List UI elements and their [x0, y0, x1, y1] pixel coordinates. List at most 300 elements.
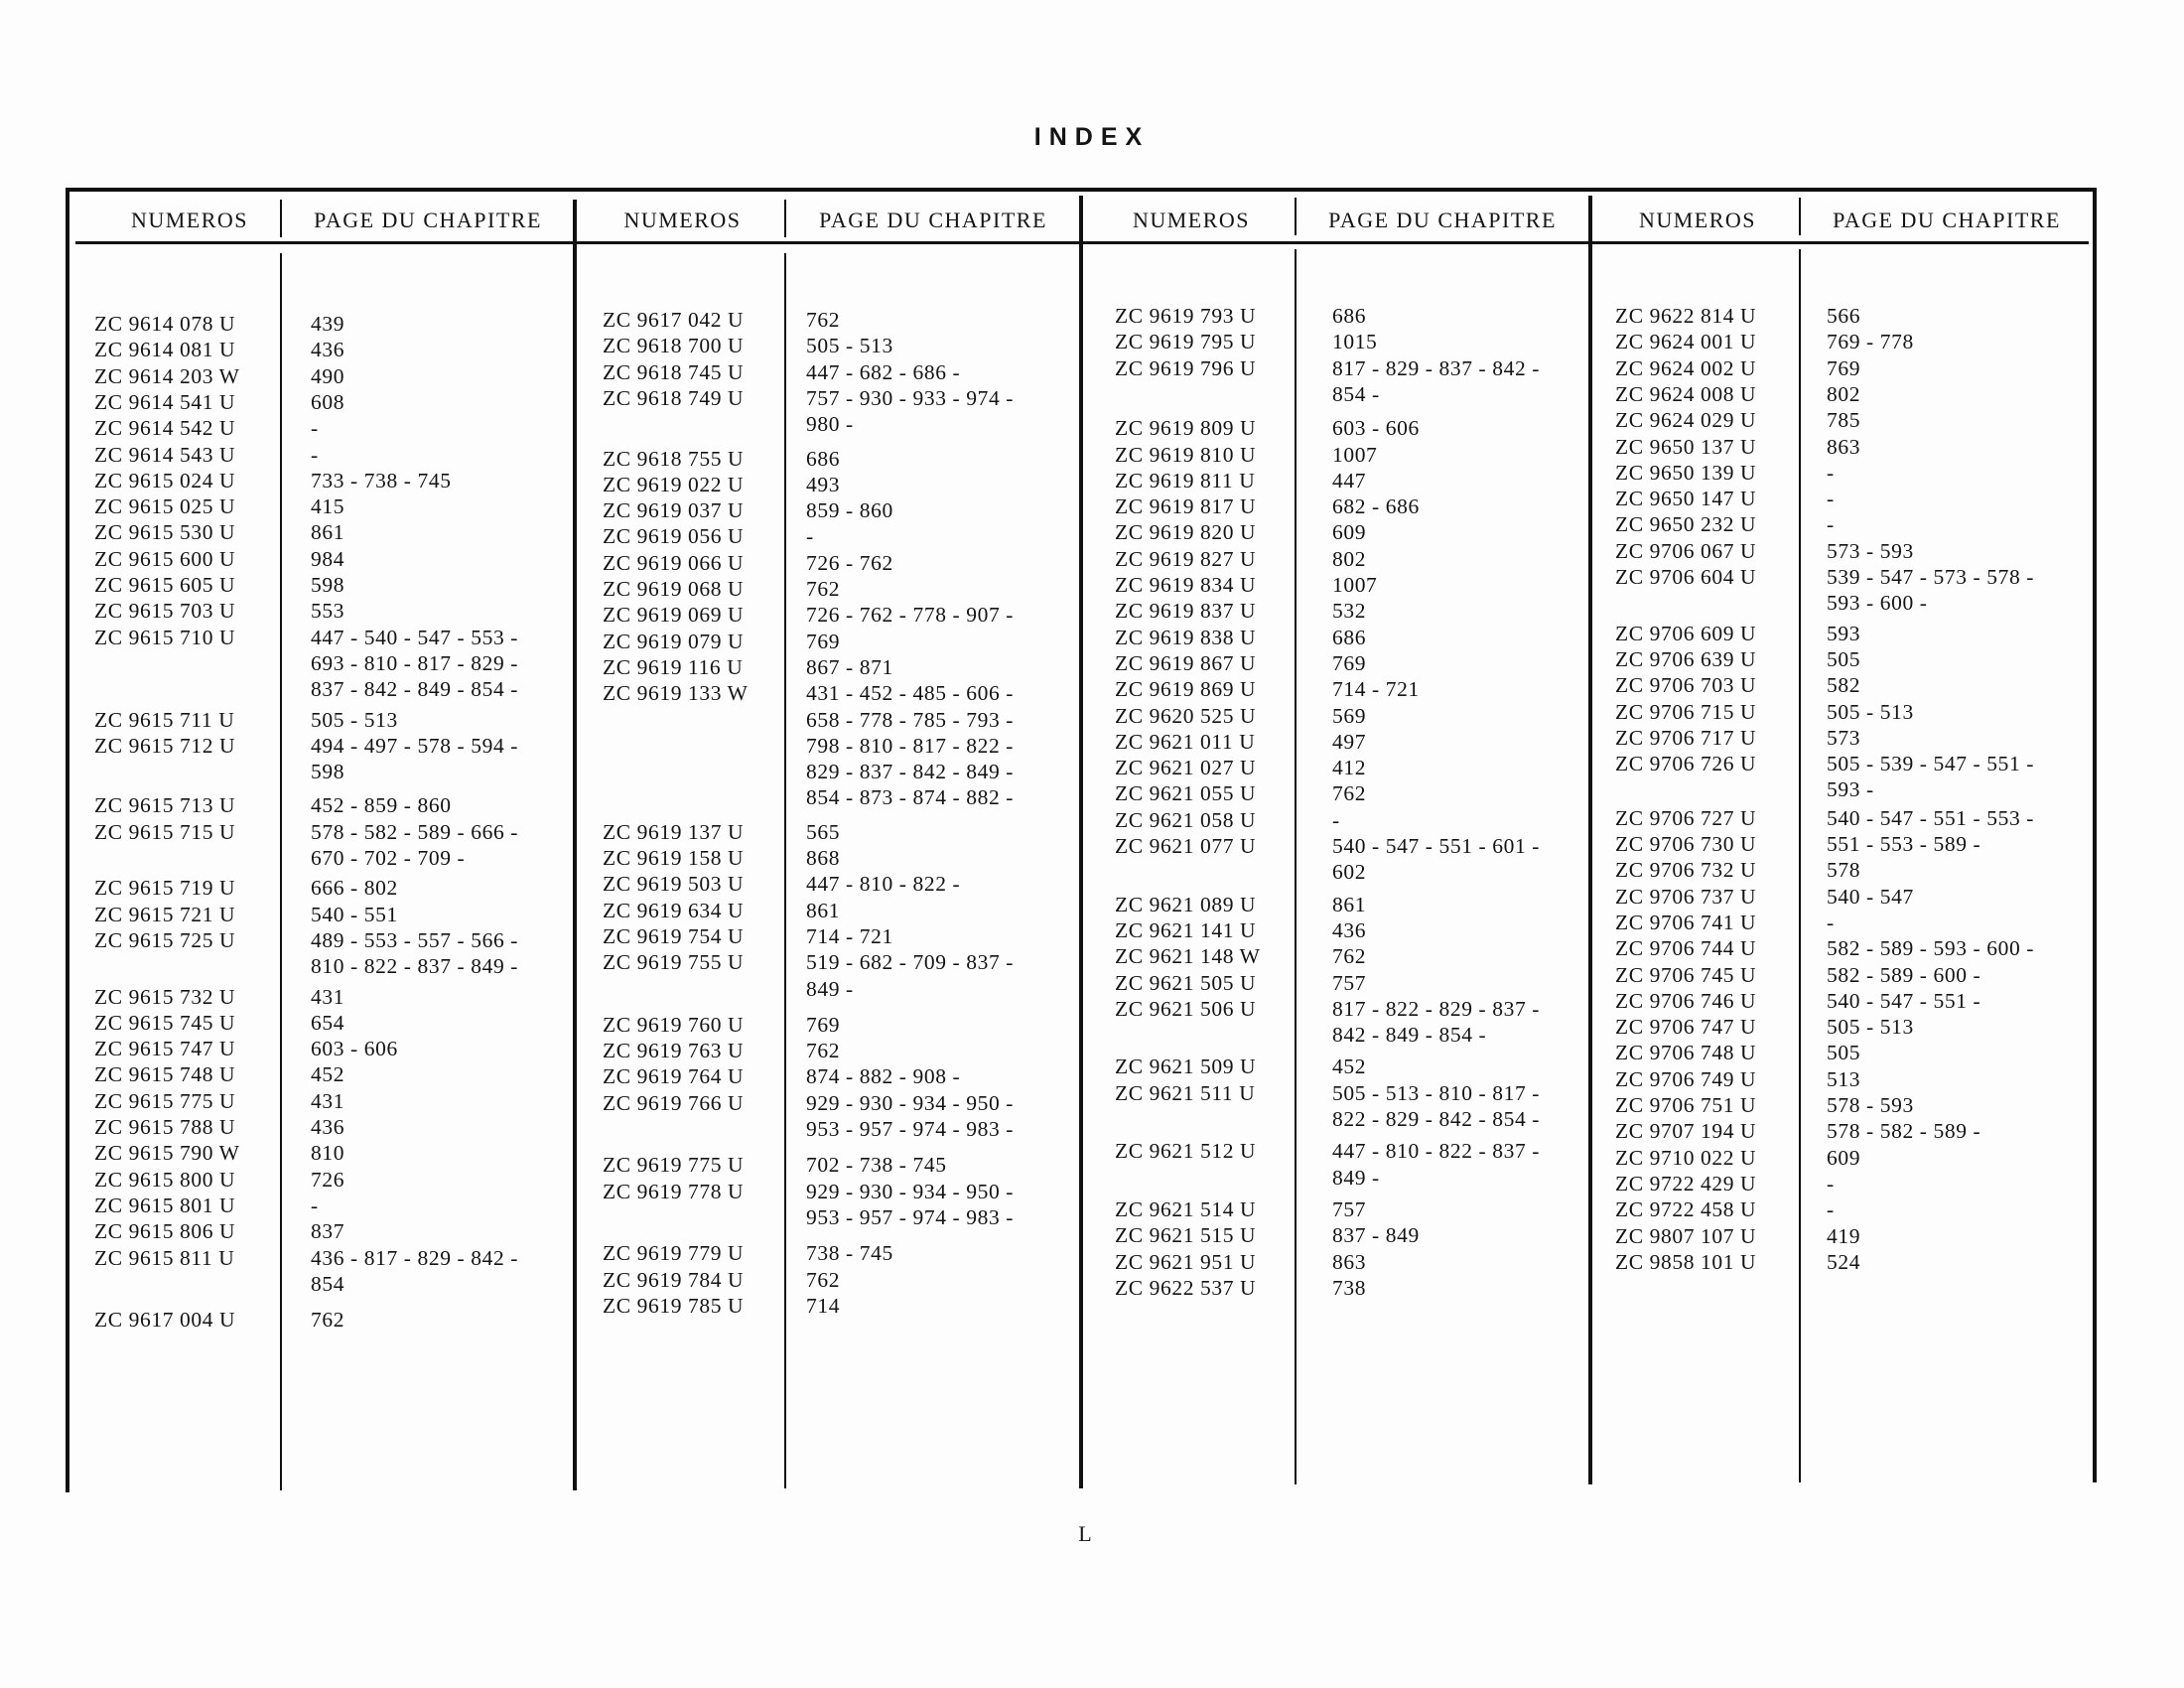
chapter-pages: 540 - 547 - 551 -: [1827, 988, 1981, 1013]
part-number: ZC 9618 749 U: [603, 385, 745, 410]
chapter-pages: 861: [806, 898, 841, 922]
part-number: ZC 9722 458 U: [1615, 1197, 1757, 1222]
chapter-pages: 929 - 930 - 934 - 950 -: [806, 1179, 1015, 1203]
chapter-pages: 569: [1332, 703, 1367, 728]
part-number: ZC 9621 512 U: [1115, 1139, 1257, 1164]
part-number: ZC 9614 203 W: [94, 363, 240, 388]
part-number: ZC 9621 515 U: [1115, 1223, 1257, 1248]
table-top-border: [66, 188, 2097, 192]
chapter-pages: 849 -: [1332, 1165, 1380, 1190]
part-number: ZC 9614 081 U: [94, 338, 236, 362]
column-header-page-du-chapitre: PAGE DU CHAPITRE: [819, 208, 1047, 232]
part-number: ZC 9619 503 U: [603, 872, 745, 897]
chapter-pages: 447: [1332, 468, 1367, 492]
col-divider: [1295, 198, 1297, 235]
part-number: ZC 9619 809 U: [1115, 416, 1257, 441]
part-number: ZC 9619 811 U: [1115, 468, 1256, 492]
part-number: ZC 9621 055 U: [1115, 781, 1257, 806]
part-number: ZC 9706 717 U: [1615, 725, 1757, 750]
chapter-pages: 726 - 762 - 778 - 907 -: [806, 603, 1015, 628]
chapter-pages: 505: [1827, 646, 1861, 671]
chapter-pages: 984: [311, 546, 345, 571]
chapter-pages: 714 - 721: [1332, 677, 1420, 702]
part-number: ZC 9619 778 U: [603, 1179, 745, 1203]
part-number: ZC 9619 137 U: [603, 819, 745, 844]
part-number: ZC 9615 790 W: [94, 1141, 240, 1166]
chapter-pages: 513: [1827, 1066, 1861, 1091]
column-header-numeros: NUMEROS: [623, 208, 742, 232]
column-header-page-du-chapitre: PAGE DU CHAPITRE: [1833, 208, 2061, 232]
chapter-pages: 553: [311, 599, 345, 624]
chapter-pages: 582 - 589 - 600 -: [1827, 962, 1981, 987]
chapter-pages: 769 - 778: [1827, 330, 1914, 354]
chapter-pages: 540 - 547: [1827, 884, 1914, 909]
part-number: ZC 9706 730 U: [1615, 832, 1757, 856]
part-number: ZC 9615 801 U: [94, 1193, 236, 1217]
chapter-pages: 837 - 849: [1332, 1223, 1420, 1248]
col-divider: [1295, 249, 1297, 1484]
chapter-pages: 762: [806, 577, 841, 601]
group-divider: [1588, 196, 1592, 1484]
chapter-pages: 762: [806, 308, 841, 332]
chapter-pages: 489 - 553 - 557 - 566 -: [311, 927, 519, 952]
part-number: ZC 9619 764 U: [603, 1064, 745, 1089]
part-number: ZC 9615 748 U: [94, 1062, 236, 1087]
part-number: ZC 9619 827 U: [1115, 546, 1257, 571]
chapter-pages: 603 - 606: [311, 1037, 398, 1061]
part-number: ZC 9614 541 U: [94, 389, 236, 414]
part-number: ZC 9617 004 U: [94, 1308, 236, 1333]
part-number: ZC 9807 107 U: [1615, 1223, 1757, 1248]
chapter-pages: 733 - 738 - 745: [311, 468, 452, 492]
chapter-pages: 822 - 829 - 842 - 854 -: [1332, 1107, 1541, 1131]
part-number: ZC 9619 068 U: [603, 577, 745, 601]
chapter-pages: 452 - 859 - 860: [311, 793, 452, 818]
chapter-pages: 802: [1827, 381, 1861, 406]
chapter-pages: 829 - 837 - 842 - 849 -: [806, 760, 1015, 784]
part-number: ZC 9621 077 U: [1115, 834, 1257, 858]
part-number: ZC 9615 703 U: [94, 599, 236, 624]
part-number: ZC 9615 713 U: [94, 793, 236, 818]
chapter-pages: 540 - 547 - 551 - 553 -: [1827, 805, 2035, 830]
chapter-pages: 842 - 849 - 854 -: [1332, 1023, 1487, 1048]
chapter-pages: 505 - 513: [311, 707, 398, 732]
part-number: ZC 9621 509 U: [1115, 1055, 1257, 1079]
part-number: ZC 9617 042 U: [603, 308, 745, 332]
chapter-pages: 497: [1332, 729, 1367, 754]
part-number: ZC 9722 429 U: [1615, 1171, 1757, 1196]
part-number: ZC 9614 542 U: [94, 416, 236, 441]
part-number: ZC 9706 746 U: [1615, 988, 1757, 1013]
col-divider: [1799, 198, 1801, 235]
part-number: ZC 9615 600 U: [94, 546, 236, 571]
part-number: ZC 9615 811 U: [94, 1245, 235, 1270]
part-number: ZC 9615 710 U: [94, 625, 236, 649]
chapter-pages: 861: [311, 520, 345, 545]
chapter-pages: 539 - 547 - 573 - 578 -: [1827, 565, 2035, 589]
chapter-pages: 769: [1827, 355, 1861, 380]
chapter-pages: 603 - 606: [1332, 416, 1420, 441]
chapter-pages: 693 - 810 - 817 - 829 -: [311, 650, 519, 675]
part-number: ZC 9621 058 U: [1115, 807, 1257, 832]
part-number: ZC 9706 744 U: [1615, 936, 1757, 961]
part-number: ZC 9706 745 U: [1615, 962, 1757, 987]
part-number: ZC 9619 037 U: [603, 498, 745, 523]
chapter-pages: 726 - 762: [806, 550, 893, 575]
part-number: ZC 9615 719 U: [94, 876, 236, 901]
part-number: ZC 9706 748 U: [1615, 1041, 1757, 1065]
chapter-pages: -: [311, 442, 319, 467]
part-number: ZC 9615 530 U: [94, 520, 236, 545]
chapter-pages: 602: [1332, 860, 1367, 885]
part-number: ZC 9706 604 U: [1615, 565, 1757, 589]
part-number: ZC 9624 008 U: [1615, 381, 1757, 406]
chapter-pages: 439: [311, 312, 345, 336]
chapter-pages: 436 - 817 - 829 - 842 -: [311, 1245, 519, 1270]
part-number: ZC 9615 711 U: [94, 707, 235, 732]
chapter-pages: 452: [311, 1062, 345, 1087]
part-number: ZC 9706 732 U: [1615, 858, 1757, 883]
part-number: ZC 9615 732 U: [94, 984, 236, 1009]
part-number: ZC 9614 543 U: [94, 442, 236, 467]
chapter-pages: 863: [1332, 1249, 1367, 1274]
part-number: ZC 9615 800 U: [94, 1167, 236, 1192]
chapter-pages: 505 - 513: [1827, 699, 1914, 724]
part-number: ZC 9706 747 U: [1615, 1015, 1757, 1040]
chapter-pages: 431: [311, 984, 345, 1009]
chapter-pages: 686: [1332, 625, 1367, 649]
chapter-pages: 532: [1332, 599, 1367, 624]
chapter-pages: -: [311, 1193, 319, 1217]
chapter-pages: 593 -: [1827, 777, 1874, 802]
chapter-pages: 686: [1332, 304, 1367, 328]
chapter-pages: 540 - 547 - 551 - 601 -: [1332, 834, 1541, 858]
chapter-pages: 810 - 822 - 837 - 849 -: [311, 954, 519, 979]
part-number: ZC 9615 806 U: [94, 1219, 236, 1244]
part-number: ZC 9619 634 U: [603, 898, 745, 922]
chapter-pages: 682 - 686: [1332, 494, 1420, 519]
chapter-pages: 1015: [1332, 330, 1378, 354]
part-number: ZC 9619 116 U: [603, 654, 744, 679]
chapter-pages: 436: [311, 1115, 345, 1139]
chapter-pages: 524: [1827, 1249, 1861, 1274]
page-number: L: [1078, 1521, 1092, 1546]
chapter-pages: 598: [311, 760, 345, 784]
chapter-pages: 670 - 702 - 709 -: [311, 846, 466, 870]
column-header-numeros: NUMEROS: [1638, 208, 1757, 232]
part-number: ZC 9619 795 U: [1115, 330, 1257, 354]
chapter-pages: 493: [806, 472, 841, 496]
part-number: ZC 9619 779 U: [603, 1241, 745, 1266]
chapter-pages: -: [1827, 1171, 1835, 1196]
part-number: ZC 9619 784 U: [603, 1267, 745, 1292]
part-number: ZC 9619 775 U: [603, 1153, 745, 1178]
chapter-pages: 837 - 842 - 849 - 854 -: [311, 677, 519, 702]
chapter-pages: 593 - 600 -: [1827, 591, 1928, 616]
chapter-pages: 666 - 802: [311, 876, 398, 901]
chapter-pages: -: [1827, 512, 1835, 537]
chapter-pages: 566: [1827, 304, 1861, 328]
chapter-pages: 867 - 871: [806, 654, 893, 679]
chapter-pages: 817 - 829 - 837 - 842 -: [1332, 355, 1541, 380]
part-number: ZC 9624 001 U: [1615, 330, 1757, 354]
part-number: ZC 9650 139 U: [1615, 460, 1757, 485]
part-number: ZC 9619 056 U: [603, 524, 745, 549]
part-number: ZC 9619 766 U: [603, 1090, 745, 1115]
chapter-pages: 714: [806, 1293, 841, 1318]
part-number: ZC 9615 605 U: [94, 573, 236, 597]
chapter-pages: 551 - 553 - 589 -: [1827, 832, 1981, 856]
part-number: ZC 9706 067 U: [1615, 538, 1757, 563]
column-header-page-du-chapitre: PAGE DU CHAPITRE: [314, 208, 542, 232]
chapter-pages: 573 - 593: [1827, 538, 1914, 563]
chapter-pages: 738 - 745: [806, 1241, 893, 1266]
part-number: ZC 9619 760 U: [603, 1012, 745, 1037]
part-number: ZC 9706 751 U: [1615, 1093, 1757, 1117]
table-right-border: [2093, 188, 2097, 1482]
chapter-pages: 436: [311, 338, 345, 362]
chapter-pages: 1007: [1332, 442, 1378, 467]
part-number: ZC 9706 727 U: [1615, 805, 1757, 830]
chapter-pages: 505 - 513: [806, 334, 893, 358]
chapter-pages: 980 -: [806, 412, 854, 437]
part-number: ZC 9619 754 U: [603, 923, 745, 948]
chapter-pages: 757: [1332, 1196, 1367, 1221]
part-number: ZC 9706 726 U: [1615, 752, 1757, 776]
part-number: ZC 9615 745 U: [94, 1010, 236, 1035]
part-number: ZC 9619 755 U: [603, 950, 745, 975]
part-number: ZC 9619 066 U: [603, 550, 745, 575]
chapter-pages: 582 - 589 - 593 - 600 -: [1827, 936, 2035, 961]
chapter-pages: 519 - 682 - 709 - 837 -: [806, 950, 1015, 975]
chapter-pages: 431: [311, 1088, 345, 1113]
part-number: ZC 9707 194 U: [1615, 1119, 1757, 1144]
chapter-pages: 505 - 513 - 810 - 817 -: [1332, 1080, 1541, 1105]
chapter-pages: 490: [311, 363, 345, 388]
part-number: ZC 9621 148 W: [1115, 944, 1261, 969]
part-number: ZC 9619 793 U: [1115, 304, 1257, 328]
chapter-pages: 762: [806, 1039, 841, 1063]
chapter-pages: 658 - 778 - 785 - 793 -: [806, 707, 1015, 732]
part-number: ZC 9650 147 U: [1615, 487, 1757, 511]
part-number: ZC 9621 506 U: [1115, 996, 1257, 1021]
chapter-pages: 415: [311, 494, 345, 519]
part-number: ZC 9710 022 U: [1615, 1145, 1757, 1170]
part-number: ZC 9624 029 U: [1615, 408, 1757, 433]
part-number: ZC 9650 232 U: [1615, 512, 1757, 537]
chapter-pages: 798 - 810 - 817 - 822 -: [806, 733, 1015, 758]
chapter-pages: 757 - 930 - 933 - 974 -: [806, 385, 1015, 410]
chapter-pages: -: [1827, 487, 1835, 511]
group-divider: [573, 200, 577, 1490]
chapter-pages: 447 - 810 - 822 -: [806, 872, 961, 897]
part-number: ZC 9621 511 U: [1115, 1080, 1256, 1105]
group-divider: [1079, 196, 1083, 1488]
chapter-pages: 868: [806, 846, 841, 870]
chapter-pages: 578 - 593: [1827, 1093, 1914, 1117]
part-number: ZC 9621 089 U: [1115, 892, 1257, 916]
chapter-pages: -: [1827, 1197, 1835, 1222]
part-number: ZC 9619 022 U: [603, 472, 745, 496]
part-number: ZC 9621 505 U: [1115, 970, 1257, 995]
chapter-pages: 578 - 582 - 589 - 666 -: [311, 819, 519, 844]
chapter-pages: 582: [1827, 673, 1861, 698]
part-number: ZC 9619 810 U: [1115, 442, 1257, 467]
chapter-pages: 762: [1332, 944, 1367, 969]
part-number: ZC 9618 745 U: [603, 359, 745, 384]
chapter-pages: 863: [1827, 434, 1861, 459]
part-number: ZC 9650 137 U: [1615, 434, 1757, 459]
part-number: ZC 9620 525 U: [1115, 703, 1257, 728]
chapter-pages: -: [806, 524, 814, 549]
chapter-pages: 769: [1332, 650, 1367, 675]
part-number: ZC 9619 817 U: [1115, 494, 1257, 519]
column-header-numeros: NUMEROS: [1132, 208, 1251, 232]
chapter-pages: 714 - 721: [806, 923, 893, 948]
part-number: ZC 9621 951 U: [1115, 1249, 1257, 1274]
chapter-pages: 785: [1827, 408, 1861, 433]
chapter-pages: 578 - 582 - 589 -: [1827, 1119, 1981, 1144]
chapter-pages: 573: [1827, 725, 1861, 750]
chapter-pages: 598: [311, 573, 345, 597]
part-number: ZC 9614 078 U: [94, 312, 236, 336]
part-number: ZC 9624 002 U: [1615, 355, 1757, 380]
part-number: ZC 9706 741 U: [1615, 910, 1757, 934]
part-number: ZC 9619 785 U: [603, 1293, 745, 1318]
part-number: ZC 9622 537 U: [1115, 1275, 1257, 1300]
chapter-pages: 436: [1332, 917, 1367, 942]
chapter-pages: -: [1827, 460, 1835, 485]
chapter-pages: 578: [1827, 858, 1861, 883]
chapter-pages: 726: [311, 1167, 345, 1192]
part-number: ZC 9619 837 U: [1115, 599, 1257, 624]
part-number: ZC 9706 715 U: [1615, 699, 1757, 724]
col-divider: [784, 253, 786, 1488]
chapter-pages: 431 - 452 - 485 - 606 -: [806, 681, 1015, 706]
part-number: ZC 9619 869 U: [1115, 677, 1257, 702]
chapter-pages: 609: [1827, 1145, 1861, 1170]
page-title: INDEX: [1033, 123, 1151, 151]
part-number: ZC 9619 820 U: [1115, 520, 1257, 545]
part-number: ZC 9619 133 W: [603, 681, 749, 706]
part-number: ZC 9615 715 U: [94, 819, 236, 844]
chapter-pages: 447 - 540 - 547 - 553 -: [311, 625, 519, 649]
chapter-pages: 929 - 930 - 934 - 950 -: [806, 1090, 1015, 1115]
part-number: ZC 9615 025 U: [94, 494, 236, 519]
chapter-pages: 854 - 873 - 874 - 882 -: [806, 785, 1015, 810]
chapter-pages: 874 - 882 - 908 -: [806, 1064, 961, 1089]
part-number: ZC 9619 834 U: [1115, 573, 1257, 597]
chapter-pages: 452: [1332, 1055, 1367, 1079]
chapter-pages: 762: [1332, 781, 1367, 806]
table-left-border: [66, 188, 69, 1492]
chapter-pages: 861: [1332, 892, 1367, 916]
column-header-numeros: NUMEROS: [130, 208, 249, 232]
chapter-pages: 609: [1332, 520, 1367, 545]
chapter-pages: 702 - 738 - 745: [806, 1153, 947, 1178]
chapter-pages: 817 - 822 - 829 - 837 -: [1332, 996, 1541, 1021]
chapter-pages: 447 - 682 - 686 -: [806, 359, 961, 384]
chapter-pages: 769: [806, 1012, 841, 1037]
chapter-pages: 593: [1827, 621, 1861, 645]
chapter-pages: 738: [1332, 1275, 1367, 1300]
chapter-pages: 654: [311, 1010, 345, 1035]
part-number: ZC 9621 027 U: [1115, 756, 1257, 780]
part-number: ZC 9619 867 U: [1115, 650, 1257, 675]
part-number: ZC 9618 700 U: [603, 334, 745, 358]
part-number: ZC 9706 609 U: [1615, 621, 1757, 645]
chapter-pages: 505: [1827, 1041, 1861, 1065]
chapter-pages: 837: [311, 1219, 345, 1244]
part-number: ZC 9706 737 U: [1615, 884, 1757, 909]
col-divider: [280, 253, 282, 1490]
part-number: ZC 9615 747 U: [94, 1037, 236, 1061]
chapter-pages: 849 -: [806, 976, 854, 1001]
chapter-pages: -: [1827, 910, 1835, 934]
chapter-pages: 505 - 539 - 547 - 551 -: [1827, 752, 2035, 776]
col-divider: [1799, 249, 1801, 1482]
part-number: ZC 9615 024 U: [94, 468, 236, 492]
part-number: ZC 9621 514 U: [1115, 1196, 1257, 1221]
chapter-pages: 540 - 551: [311, 902, 398, 926]
chapter-pages: 953 - 957 - 974 - 983 -: [806, 1117, 1015, 1141]
part-number: ZC 9619 069 U: [603, 603, 745, 628]
part-number: ZC 9615 712 U: [94, 733, 236, 758]
chapter-pages: 953 - 957 - 974 - 983 -: [806, 1204, 1015, 1229]
chapter-pages: 854 -: [1332, 381, 1380, 406]
part-number: ZC 9619 158 U: [603, 846, 745, 870]
chapter-pages: 810: [311, 1141, 345, 1166]
chapter-pages: 419: [1827, 1223, 1861, 1248]
part-number: ZC 9619 079 U: [603, 629, 745, 653]
part-number: ZC 9615 725 U: [94, 927, 236, 952]
part-number: ZC 9615 788 U: [94, 1115, 236, 1139]
chapter-pages: 412: [1332, 756, 1367, 780]
chapter-pages: 608: [311, 389, 345, 414]
chapter-pages: 762: [311, 1308, 345, 1333]
chapter-pages: 854: [311, 1271, 345, 1296]
column-header-page-du-chapitre: PAGE DU CHAPITRE: [1328, 208, 1557, 232]
part-number: ZC 9706 639 U: [1615, 646, 1757, 671]
chapter-pages: 769: [806, 629, 841, 653]
chapter-pages: 565: [806, 819, 841, 844]
chapter-pages: 757: [1332, 970, 1367, 995]
col-divider: [784, 200, 786, 237]
part-number: ZC 9619 838 U: [1115, 625, 1257, 649]
chapter-pages: 686: [806, 446, 841, 471]
col-divider: [280, 200, 282, 237]
chapter-pages: -: [1332, 807, 1340, 832]
chapter-pages: 1007: [1332, 573, 1378, 597]
chapter-pages: -: [311, 416, 319, 441]
part-number: ZC 9621 141 U: [1115, 917, 1257, 942]
chapter-pages: 447 - 810 - 822 - 837 -: [1332, 1139, 1541, 1164]
part-number: ZC 9858 101 U: [1615, 1249, 1757, 1274]
chapter-pages: 494 - 497 - 578 - 594 -: [311, 733, 519, 758]
chapter-pages: 802: [1332, 546, 1367, 571]
part-number: ZC 9622 814 U: [1615, 304, 1757, 328]
part-number: ZC 9621 011 U: [1115, 729, 1256, 754]
part-number: ZC 9615 775 U: [94, 1088, 236, 1113]
part-number: ZC 9619 763 U: [603, 1039, 745, 1063]
chapter-pages: 859 - 860: [806, 498, 893, 523]
part-number: ZC 9618 755 U: [603, 446, 745, 471]
part-number: ZC 9615 721 U: [94, 902, 236, 926]
chapter-pages: 762: [806, 1267, 841, 1292]
part-number: ZC 9706 749 U: [1615, 1066, 1757, 1091]
part-number: ZC 9619 796 U: [1115, 355, 1257, 380]
chapter-pages: 505 - 513: [1827, 1015, 1914, 1040]
